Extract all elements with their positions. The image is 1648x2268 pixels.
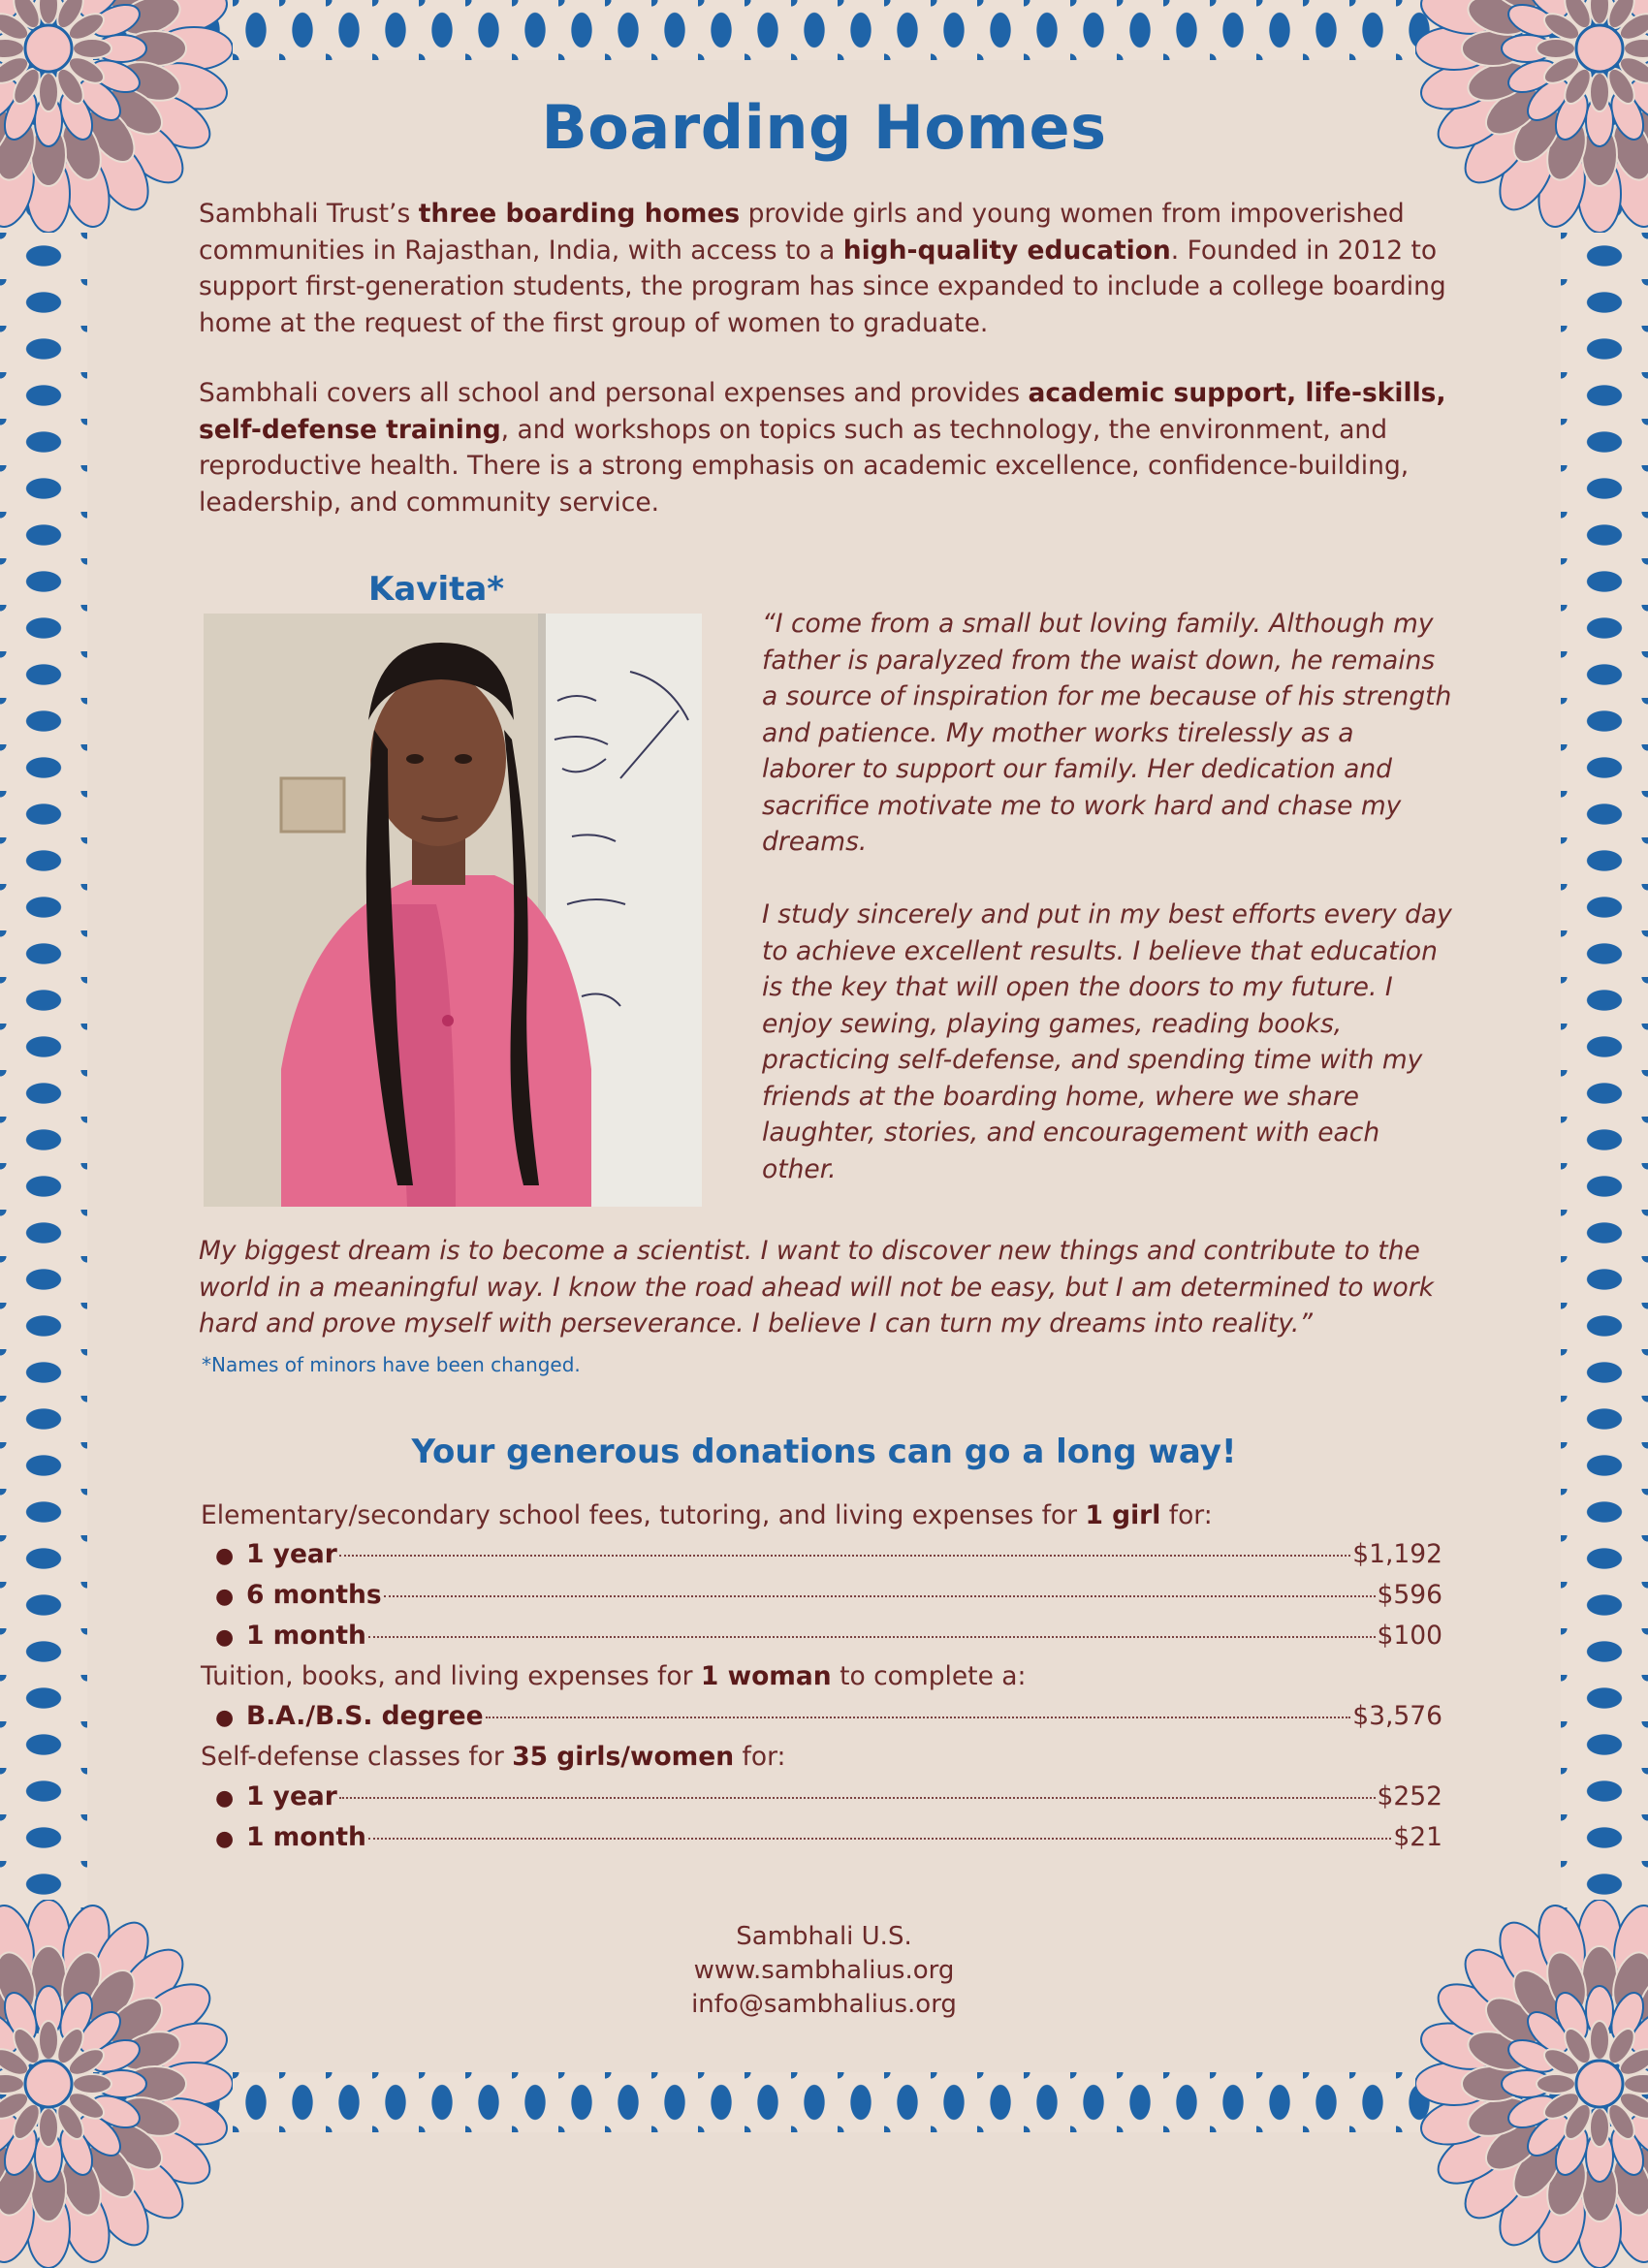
page-title: Boarding Homes: [541, 92, 1107, 163]
donation-item: [215, 1621, 1442, 1654]
footer-email-link[interactable]: info@sambhalius.org: [691, 1990, 957, 2019]
intro-paragraph-2: Sambhali covers all school and personal expenses and provides academic support, life-skills, self-defense training, and workshops on topics such as technology, the environment, and reproductive health. There is a strong emphasis on academic excellence, confidence-building, leadership, and community service.: [199, 378, 1446, 518]
bullet: ●: [215, 1544, 235, 1568]
dot-leader: [384, 1595, 1376, 1597]
donation-item-amount: $100: [1377, 1621, 1442, 1651]
donation-item: [215, 1539, 1442, 1572]
footer-org-name: Sambhali U.S.: [736, 1922, 912, 1951]
donation-group-intro: Self-defense classes for 35 girls/women for:: [201, 1742, 786, 1772]
profile-name: Kavita*: [368, 570, 505, 609]
profile-quote-paragraph-1: “I come from a small but loving family. Although my father is paralyzed from the waist down, he remains a source of inspiration for me because of his strength and patience. My mother works tirelessly as a laborer to support our family. Her dedication and sacrifice motivate me to work hard and chase my dreams.: [762, 609, 1452, 857]
profile-quote-paragraph-3: My biggest dream is to become a scientist. I want to discover new things and contribute to the world in a meaningful way. I know the road ahead will not be easy, but I am determined to work hard and prove myself with perseverance. I believe I can turn my dreams into reality.”: [199, 1236, 1434, 1339]
bullet: ●: [215, 1706, 235, 1730]
donation-item: [215, 1701, 1442, 1734]
profile-photo: [204, 614, 702, 1207]
footer-website-link[interactable]: www.sambhalius.org: [693, 1956, 955, 1985]
donation-group-intro: Tuition, books, and living expenses for 1 woman to complete a:: [201, 1661, 1027, 1691]
donation-item-label: 1 month: [246, 1621, 366, 1651]
profile-quote-paragraph-2: I study sincerely and put in my best efforts every day to achieve excellent results. I believe that education is the key that will open the doors to my future. I enjoy sewing, playing games, reading books, practicing self-defense, and spending time with my friends at the boarding home, where we share laughter, stories, and encouragement with each other.: [762, 899, 1452, 1184]
donation-item-label: 1 year: [246, 1539, 337, 1569]
dot-leader: [339, 1555, 1350, 1557]
dot-leader: [368, 1838, 1392, 1840]
donation-item-amount: $252: [1377, 1781, 1442, 1811]
donations-heading: Your generous donations can go a long way!: [411, 1433, 1237, 1471]
minor-names-footnote: *Names of minors have been changed.: [202, 1353, 581, 1376]
bullet: ●: [215, 1827, 235, 1851]
donation-item-label: 1 month: [246, 1822, 366, 1852]
bullet: ●: [215, 1625, 235, 1650]
donation-item: [215, 1580, 1442, 1613]
donation-item-amount: $3,576: [1352, 1701, 1442, 1731]
dot-leader: [368, 1636, 1376, 1638]
donation-item-amount: $1,192: [1352, 1539, 1442, 1569]
dot-leader: [486, 1717, 1351, 1718]
donation-item-amount: $596: [1377, 1580, 1442, 1610]
donation-item-label: 1 year: [246, 1781, 337, 1811]
donation-item-label: 6 months: [246, 1580, 382, 1610]
bullet: ●: [215, 1585, 235, 1609]
donation-group-intro: Elementary/secondary school fees, tutoring, and living expenses for 1 girl for:: [201, 1500, 1213, 1530]
donation-item: [215, 1822, 1442, 1855]
donation-item-label: B.A./B.S. degree: [246, 1701, 484, 1731]
donation-item: [215, 1781, 1442, 1814]
donation-item-amount: $21: [1393, 1822, 1442, 1852]
intro-paragraph-1: Sambhali Trust’s three boarding homes provide girls and young women from impoverished communities in Rajasthan, India, with access to a high-quality education. Founded in 2012 to support first-generation students, the program has since expanded to include a college boarding home at the request of the first group of women to graduate.: [199, 199, 1446, 338]
bullet: ●: [215, 1786, 235, 1811]
dot-leader: [339, 1797, 1376, 1799]
